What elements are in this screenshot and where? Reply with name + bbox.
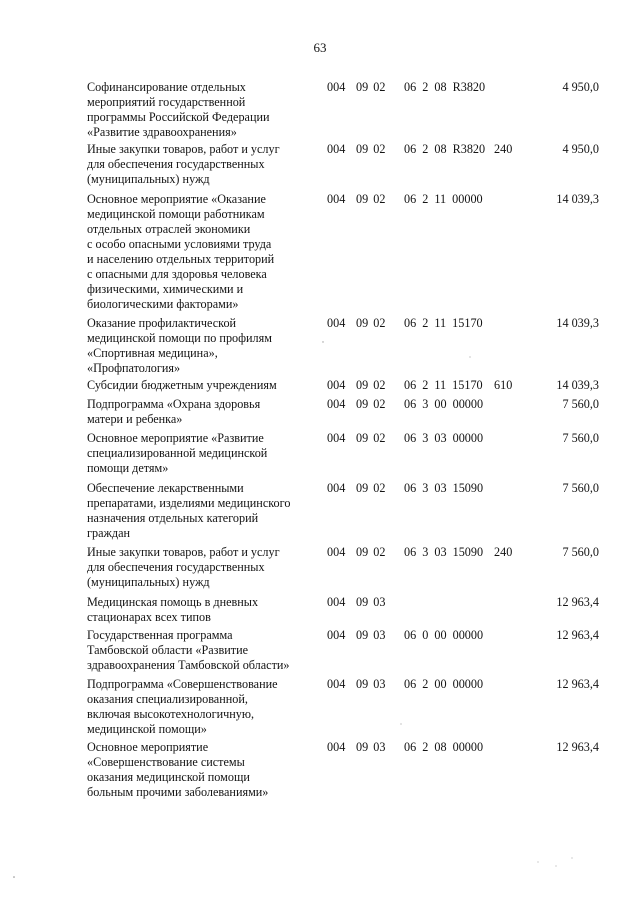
row-expense-type: 610 [494,378,513,392]
row-target-code: 06 3 00 00000 [404,397,484,411]
row-name: Софинансирование отдельных мероприятий государственной программы Российской Федерации «Развитие здравоохранения» [87,80,270,139]
row-target-code: 06 2 11 15170 [404,378,483,392]
row-target-code: 06 0 00 00000 [404,628,484,642]
row-sum: 14 039,3 [556,192,599,206]
row-target-code: 06 2 08 R3820 [404,142,486,156]
row-ministry-code: 004 [327,481,346,495]
row-name: Государственная программа Тамбовской области «Развитие здравоохранения Тамбовской области» [87,628,290,672]
row-target-code: 06 2 11 15170 [404,316,483,330]
row-sum: 12 963,4 [556,595,599,609]
row-sum: 12 963,4 [556,740,599,754]
row-expense-type: 240 [494,545,513,559]
row-sum: 7 560,0 [562,431,599,445]
row-section-code: 09 02 [356,545,386,559]
row-sum: 7 560,0 [562,481,599,495]
row-ministry-code: 004 [327,142,346,156]
row-section-code: 09 03 [356,740,386,754]
row-ministry-code: 004 [327,192,346,206]
row-section-code: 09 03 [356,595,386,609]
row-ministry-code: 004 [327,431,346,445]
row-target-code: 06 2 08 00000 [404,740,484,754]
row-sum: 12 963,4 [556,628,599,642]
row-sum: 14 039,3 [556,316,599,330]
row-name: Субсидии бюджетным учреждениям [87,378,277,392]
row-ministry-code: 004 [327,80,346,94]
row-ministry-code: 004 [327,545,346,559]
row-sum: 12 963,4 [556,677,599,691]
row-section-code: 09 02 [356,192,386,206]
row-section-code: 09 02 [356,431,386,445]
row-name: Медицинская помощь в дневных стационарах всех типов [87,595,259,624]
row-section-code: 09 02 [356,481,386,495]
row-sum: 14 039,3 [556,378,599,392]
row-section-code: 09 03 [356,628,386,642]
row-name: Иные закупки товаров, работ и услуг для обеспечения государственных (муниципальных) нужд [87,545,280,589]
row-ministry-code: 004 [327,378,346,392]
row-section-code: 09 02 [356,378,386,392]
row-name: Подпрограмма «Совершенствование оказания специализированной, включая высокотехнологичную, медицинской помощи» [87,677,278,736]
row-target-code: 06 3 03 15090 [404,545,484,559]
page-number: 63 [313,40,327,55]
row-sum: 7 560,0 [562,545,599,559]
row-ministry-code: 004 [327,316,346,330]
row-section-code: 09 02 [356,80,386,94]
row-name: Основное мероприятие «Развитие специализированной медицинской помощи детям» [87,431,268,475]
row-name: Оказание профилактической медицинской помощи по профилям «Спортивная медицина», «Профпатология» [87,316,272,375]
row-expense-type: 240 [494,142,513,156]
row-target-code: 06 2 11 00000 [404,192,483,206]
row-ministry-code: 004 [327,740,346,754]
row-name: Обеспечение лекарственными препаратами, изделиями медицинского назначения отдельных категорий граждан [87,481,291,540]
row-name: Основное мероприятие «Совершенствование системы оказания медицинской помощи больным прочими заболеваниями» [87,740,269,799]
row-target-code: 06 3 03 00000 [404,431,484,445]
row-ministry-code: 004 [327,397,346,411]
row-target-code: 06 2 00 00000 [404,677,484,691]
row-sum: 4 950,0 [562,80,599,94]
row-section-code: 09 02 [356,316,386,330]
row-section-code: 09 02 [356,142,386,156]
row-sum: 7 560,0 [562,397,599,411]
row-target-code: 06 2 08 R3820 [404,80,486,94]
row-sum: 4 950,0 [562,142,599,156]
row-section-code: 09 02 [356,397,386,411]
row-ministry-code: 004 [327,677,346,691]
row-name: Подпрограмма «Охрана здоровья матери и ребенка» [87,397,261,426]
row-section-code: 09 03 [356,677,386,691]
row-ministry-code: 004 [327,595,346,609]
row-name: Иные закупки товаров, работ и услуг для обеспечения государственных (муниципальных) нужд [87,142,280,186]
row-name: Основное мероприятие «Оказание медицинской помощи работникам отдельных отраслей экономики с особо опасными условиями труда и населению отдельных территорий с опасными для здоровья человека физическими, химическими и биологическими факторами» [87,192,275,311]
row-ministry-code: 004 [327,628,346,642]
row-target-code: 06 3 03 15090 [404,481,484,495]
